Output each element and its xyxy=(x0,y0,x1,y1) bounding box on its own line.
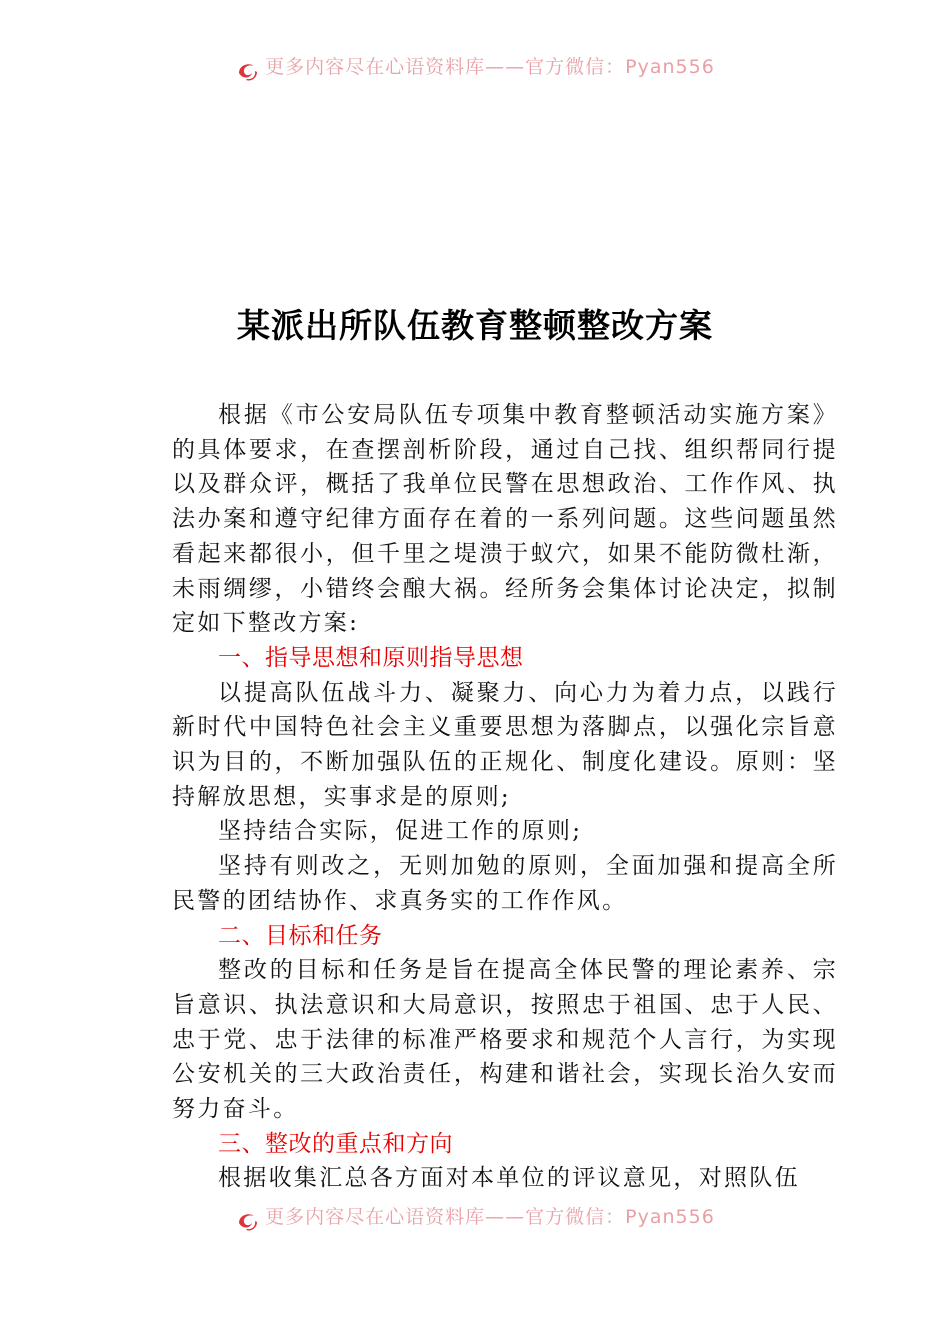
document-body xyxy=(172,398,838,1196)
watermark-header xyxy=(0,56,950,86)
watermark-footer xyxy=(0,1206,950,1236)
section-heading-2: 二、目标和任务 xyxy=(218,922,383,949)
watermark-text: 更多内容尽在心语资料库——官方微信：Pyan556 xyxy=(265,56,715,78)
section1-paragraph-2: 坚持结合实际，促进工作的原则; xyxy=(218,818,583,845)
red-swirl-logo-icon xyxy=(235,1209,259,1233)
section1-paragraph-1: 以提高队伍战斗力、凝聚力、向心力为着力点，以践行新时代中国特色社会主义重要思想为落脚点，以强化宗旨意识为目的，不断加强队伍的正规化、制度化建设。原则：坚持解放思想，实事求是的原则; xyxy=(172,679,838,810)
intro-paragraph: 根据《市公安局队伍专项集中教育整顿活动实施方案》的具体要求，在查摆剖析阶段，通过自己找、组织帮同行提以及群众评，概括了我单位民警在思想政治、工作作风、执法办案和遵守纪律方面存在着的一系列问题。这些问题虽然看起来都很小，但千里之堤溃于蚁穴，如果不能防微杜渐，未雨绸缪，小错终会酿大祸。经所务会集体讨论决定，拟制定如下整改方案: xyxy=(172,402,838,637)
section-heading-1: 一、指导思想和原则指导思想 xyxy=(218,644,524,671)
page-title: 某派出所队伍教育整顿整改方案 xyxy=(237,306,713,345)
watermark-text: 更多内容尽在心语资料库——官方微信：Pyan556 xyxy=(265,1206,715,1228)
red-swirl-logo-icon xyxy=(235,59,259,83)
section1-paragraph-3: 坚持有则改之，无则加勉的原则，全面加强和提高全所民警的团结协作、求真务实的工作作风。 xyxy=(172,853,838,914)
section3-paragraph-1: 根据收集汇总各方面对本单位的评议意见，对照队伍 xyxy=(218,1165,800,1192)
section-heading-3: 三、整改的重点和方向 xyxy=(218,1130,453,1157)
section2-paragraph-1: 整改的目标和任务是旨在提高全体民警的理论素养、宗旨意识、执法意识和大局意识，按照忠于祖国、忠于人民、忠于党、忠于法律的标准严格要求和规范个人言行，为实现公安机关的三大政治责任，构建和谐社会，实现长治久安而努力奋斗。 xyxy=(172,957,838,1123)
